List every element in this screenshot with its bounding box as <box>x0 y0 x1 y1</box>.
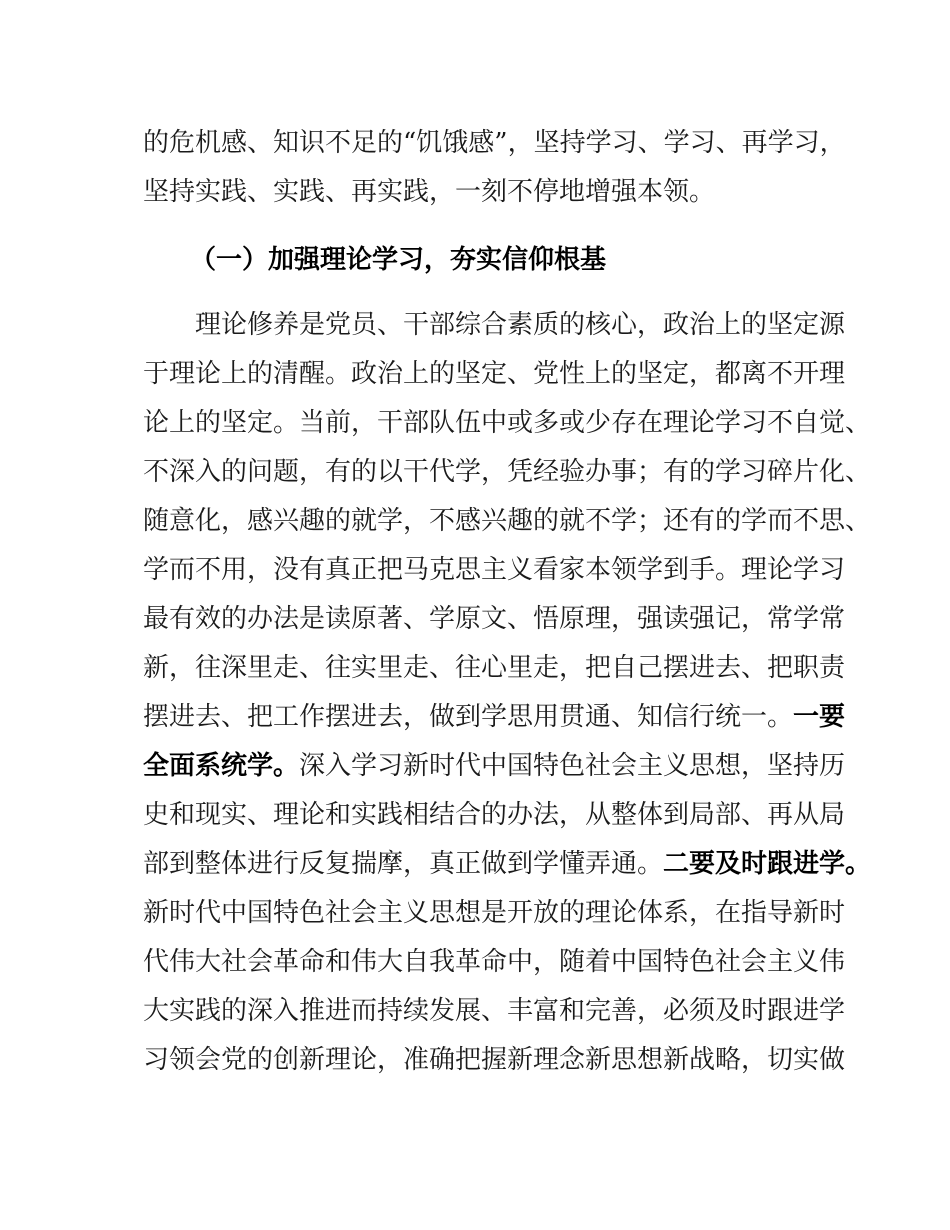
section-heading: （一）加强理论学习，夯实信仰根基 <box>190 245 607 275</box>
body-text: 深入学习新时代中国特色社会主义思想，坚持历 <box>299 751 846 781</box>
emphasis-text: 一要 <box>793 702 846 732</box>
emphasis-text: 二要及时跟进学。 <box>663 849 872 879</box>
body-line: 于理论上的清醒。政治上的坚定、党性上的坚定，都离不开理 <box>143 359 846 389</box>
body-line: 大实践的深入推进而持续发展、丰富和完善，必须及时跟进学 <box>143 996 846 1026</box>
body-line: 理论修养是党员、干部综合素质的核心，政治上的坚定源 <box>195 310 846 340</box>
body-line <box>143 697 846 737</box>
body-line <box>143 746 846 786</box>
intro-line: 的危机感、知识不足的“饥饿感”，坚持学习、学习、再学习， <box>143 128 846 158</box>
body-line: 不深入的问题，有的以干代学，凭经验办事；有的学习碎片化、 <box>143 457 872 487</box>
body-text: 摆进去、把工作摆进去，做到学思用贯通、知信行统一。 <box>143 702 794 732</box>
body-line: 论上的坚定。当前，干部队伍中或多或少存在理论学习不自觉、 <box>143 408 872 438</box>
body-line: 最有效的办法是读原著、学原文、悟原理，强读强记，常学常 <box>143 604 846 634</box>
body-line: 新时代中国特色社会主义思想是开放的理论体系，在指导新时 <box>143 898 846 928</box>
body-line <box>143 844 872 884</box>
body-line: 代伟大社会革命和伟大自我革命中，随着中国特色社会主义伟 <box>143 947 846 977</box>
body-line: 史和现实、理论和实践相结合的办法，从整体到局部、再从局 <box>143 800 846 830</box>
emphasis-text: 全面系统学。 <box>143 751 300 781</box>
body-line: 习领会党的创新理论，准确把握新理念新思想新战略，切实做 <box>143 1045 846 1075</box>
intro-line: 坚持实践、实践、再实践，一刻不停地增强本领。 <box>143 177 716 207</box>
body-line: 随意化，感兴趣的就学，不感兴趣的就不学；还有的学而不思、 <box>143 506 872 536</box>
body-line: 学而不用，没有真正把马克思主义看家本领学到手。理论学习 <box>143 555 846 585</box>
body-line: 新，往深里走、往实里走、往心里走，把自己摆进去、把职责 <box>143 653 846 683</box>
body-text: 部到整体进行反复揣摩，真正做到学懂弄通。 <box>143 849 664 879</box>
